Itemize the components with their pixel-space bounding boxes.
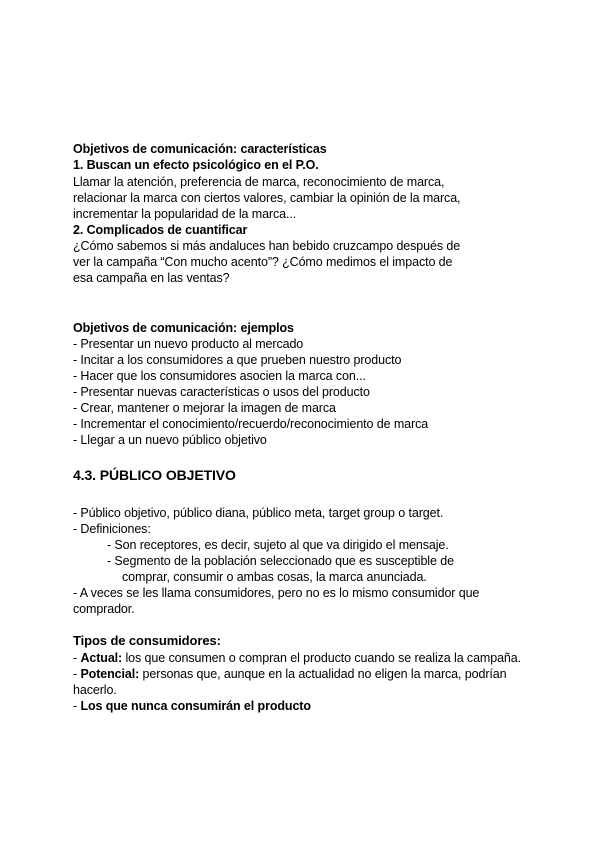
list-item: - Llegar a un nuevo público objetivo xyxy=(73,433,267,447)
paragraph-line: relacionar la marca con ciertos valores, cambiar la opinión de la marca, xyxy=(73,191,461,205)
consumer-type-nunca xyxy=(73,698,311,714)
consumer-type-label: Actual: xyxy=(80,651,123,665)
list-item: - Crear, mantener o mejorar la imagen de marca xyxy=(73,401,336,415)
consumer-type-label: Los que nunca consumirán el producto xyxy=(80,699,311,713)
consumer-type-potencial xyxy=(73,666,506,682)
list-item: - Presentar un nuevo producto al mercado xyxy=(73,337,304,351)
point-1-heading: 1. Buscan un efecto psicológico en el P.O. xyxy=(73,158,319,172)
paragraph-line: esa campaña en las ventas? xyxy=(73,271,230,285)
section-title-tipos-consumidores: Tipos de consumidores: xyxy=(73,633,221,648)
consumer-type-text: los que consumen o compran el producto cuando se realiza la campaña. xyxy=(122,651,522,665)
paragraph-line: Llamar la atención, preferencia de marca, reconocimiento de marca, xyxy=(73,175,445,189)
paragraph-line: - Público objetivo, público diana, público meta, target group o target. xyxy=(73,506,444,520)
section-title-ejemplos: Objetivos de comunicación: ejemplos xyxy=(73,321,294,335)
consumer-type-text: personas que, aunque en la actualidad no eligen la marca, podrían xyxy=(139,667,507,681)
bullet-dash: - xyxy=(73,699,81,713)
bullet-dash: - xyxy=(73,667,81,681)
list-item: - Presentar nuevas características o usos del producto xyxy=(73,385,370,399)
section-title-caracteristicas: Objetivos de comunicación: características xyxy=(73,142,327,156)
paragraph-line: ver la campaña “Con mucho acento”? ¿Cómo medimos el impacto de xyxy=(73,255,453,269)
paragraph-line: ¿Cómo sabemos si más andaluces han bebido cruzcampo después de xyxy=(73,239,461,253)
list-item: - Incitar a los consumidores a que prueben nuestro producto xyxy=(73,353,402,367)
definition-item: - Son receptores, es decir, sujeto al que va dirigido el mensaje. xyxy=(107,538,449,552)
definition-item: - Segmento de la población seleccionado que es susceptible de xyxy=(107,554,454,568)
paragraph-line: comprador. xyxy=(73,602,135,616)
definitions-label: - Definiciones: xyxy=(73,522,151,536)
section-heading-publico-objetivo: 4.3. PÚBLICO OBJETIVO xyxy=(73,467,236,483)
consumer-type-actual xyxy=(73,650,521,666)
consumer-type-potencial-continuation: hacerlo. xyxy=(73,683,117,697)
definition-item-continuation: comprar, consumir o ambas cosas, la marca anunciada. xyxy=(122,570,427,584)
point-2-heading: 2. Complicados de cuantificar xyxy=(73,223,248,237)
paragraph-line: - A veces se les llama consumidores, pero no es lo mismo consumidor que xyxy=(73,586,480,600)
list-item: - Incrementar el conocimiento/recuerdo/reconocimiento de marca xyxy=(73,417,429,431)
consumer-type-label: Potencial: xyxy=(80,667,140,681)
paragraph-line: incrementar la popularidad de la marca... xyxy=(73,207,297,221)
list-item: - Hacer que los consumidores asocien la marca con... xyxy=(73,369,366,383)
bullet-dash: - xyxy=(73,651,81,665)
